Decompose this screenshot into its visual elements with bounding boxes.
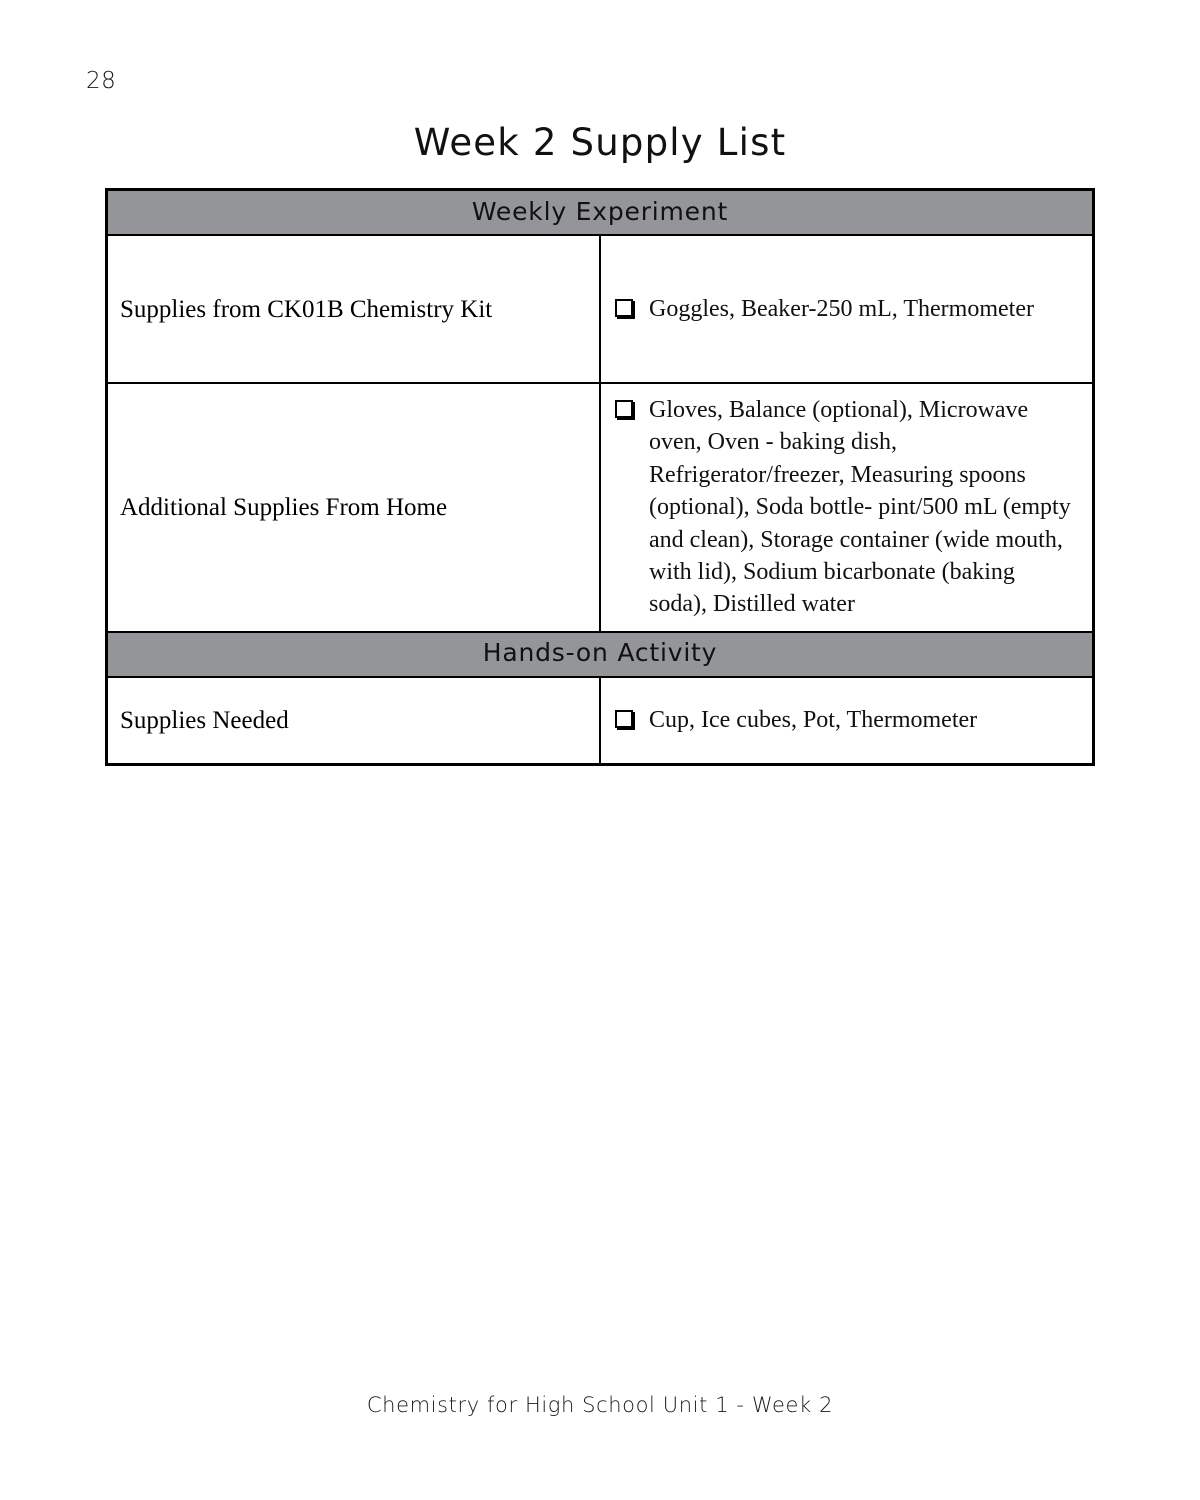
- item-line: [601, 394, 1078, 621]
- supply-list-table: [105, 188, 1095, 766]
- row-items-text: Gloves, Balance (optional), Microwave oven, Oven - baking dish, Refrigerator/freezer, Measuring spoons (optional), Soda bottle- pint/500 mL (empty and clean), Storage container (wide mouth, with lid), Sodium bicarbonate (baking soda), Distilled water: [649, 397, 1071, 618]
- checkbox-wrap[interactable]: [601, 293, 649, 317]
- page-footer: Chemistry for High School Unit 1 - Week 2: [366, 1393, 834, 1417]
- row-items-text: Cup, Ice cubes, Pot, Thermometer: [649, 707, 978, 734]
- section-header-label: Weekly Experiment: [471, 196, 729, 226]
- table-row: [107, 383, 1094, 632]
- row-label-cell: [107, 383, 601, 632]
- row-label-cell: [107, 235, 601, 383]
- section-header-cell: [107, 190, 1094, 236]
- page-title: Week 2 Supply List: [413, 120, 787, 164]
- unchecked-checkbox-icon[interactable]: [615, 400, 633, 418]
- checkbox-wrap[interactable]: [601, 394, 649, 418]
- section-header-label: Hands-on Activity: [482, 638, 718, 668]
- checkbox-wrap[interactable]: [601, 704, 649, 728]
- section-header-row-hands-on-activity: [107, 632, 1094, 677]
- row-label: Supplies Needed: [120, 706, 289, 734]
- item-line: [601, 293, 1078, 325]
- item-line: [601, 704, 1078, 736]
- unchecked-checkbox-icon[interactable]: [615, 710, 633, 728]
- row-items-cell: [600, 383, 1094, 632]
- row-label: Supplies from CK01B Chemistry Kit: [120, 295, 493, 323]
- table-row: [107, 677, 1094, 765]
- section-header-cell: [107, 632, 1094, 677]
- row-items-text: Goggles, Beaker-250 mL, Thermometer: [649, 295, 1034, 322]
- page-number: 28: [86, 68, 117, 94]
- section-header-row-weekly-experiment: [107, 190, 1094, 236]
- row-items-cell: [600, 677, 1094, 765]
- table-row: [107, 235, 1094, 383]
- row-label: Additional Supplies From Home: [120, 493, 448, 521]
- unchecked-checkbox-icon[interactable]: [615, 299, 633, 317]
- row-label-cell: [107, 677, 601, 765]
- row-items-cell: [600, 235, 1094, 383]
